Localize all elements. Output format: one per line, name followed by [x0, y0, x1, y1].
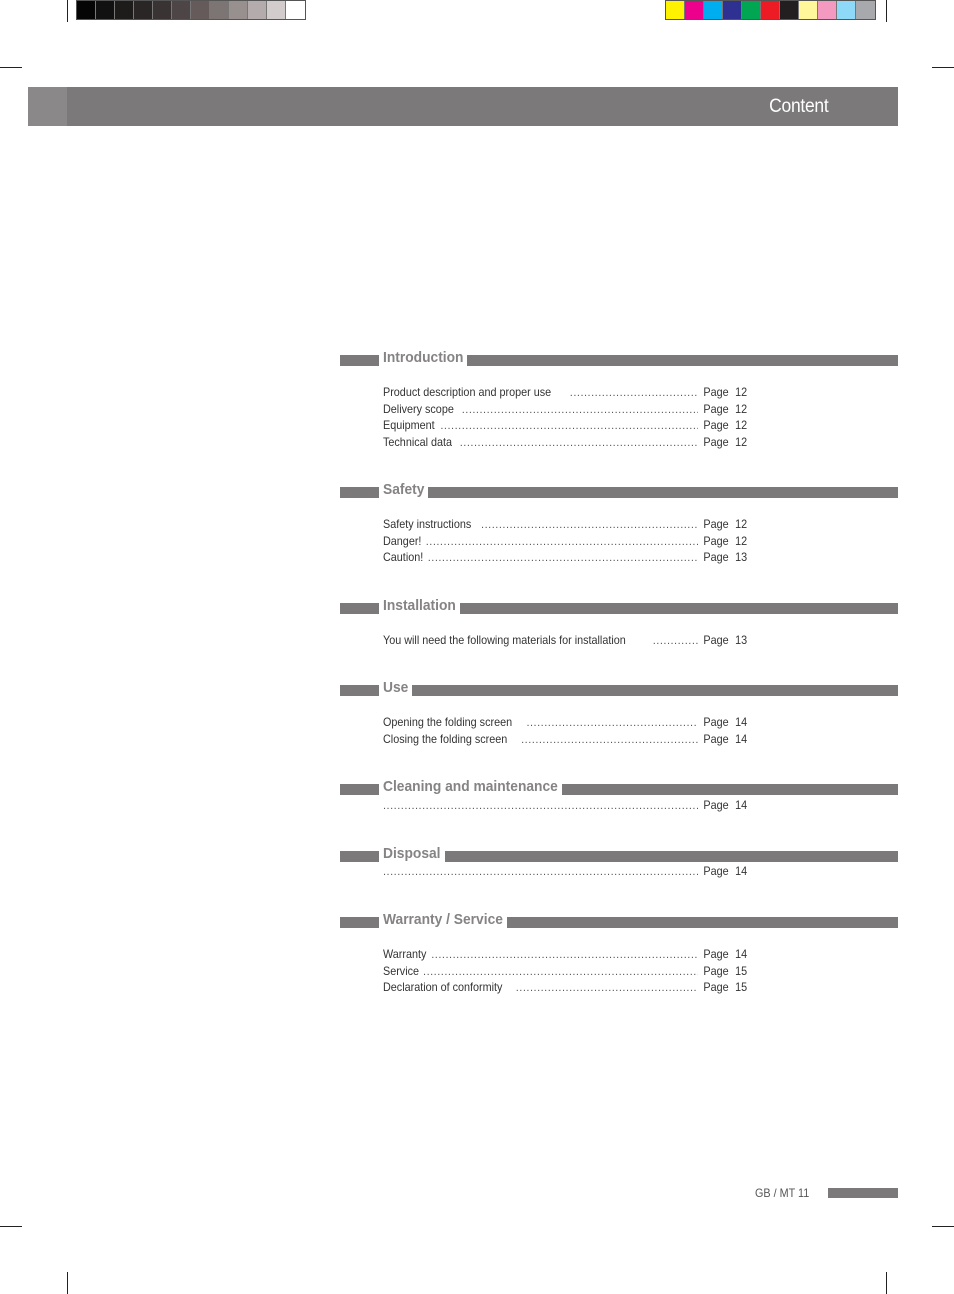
toc-entry[interactable] [383, 385, 748, 401]
dot-leader [570, 387, 698, 399]
toc-entry-label: Declaration of conformity [383, 980, 503, 995]
toc-page-number: 14 [735, 731, 748, 746]
section-title: Disposal [383, 845, 441, 862]
color-swatch [780, 1, 799, 19]
crop-mark [886, 0, 887, 22]
toc-page-number: 13 [735, 550, 748, 565]
toc-page-number: 12 [735, 418, 748, 433]
section-bar-left [340, 487, 379, 498]
gray-calibration-strip [76, 0, 306, 20]
gray-swatch [267, 1, 286, 19]
dot-leader [526, 717, 698, 729]
toc-page-number: 15 [735, 963, 748, 978]
gray-swatch [172, 1, 191, 19]
toc-entry-label: Caution! [383, 550, 424, 565]
crop-mark [0, 1226, 22, 1227]
dot-leader [516, 982, 698, 994]
section-bar-left [340, 784, 379, 795]
toc-entry[interactable] [383, 550, 748, 566]
toc-page-number: 14 [735, 947, 748, 961]
toc-entry[interactable] [383, 517, 748, 533]
section-bar-right [428, 487, 898, 498]
color-swatch [799, 1, 818, 19]
section-title: Installation [383, 597, 456, 614]
dot-leader [431, 949, 698, 961]
toc-entry-label: Delivery scope [383, 401, 454, 416]
crop-mark [932, 67, 954, 68]
section-bar-left [340, 603, 379, 614]
dot-leader [462, 404, 698, 416]
toc-entry[interactable] [383, 947, 748, 963]
toc-page-word: Page [703, 550, 729, 565]
toc-entry-label: Closing the folding screen [383, 731, 508, 746]
section-bar-right [562, 784, 898, 795]
toc-entry[interactable] [383, 980, 748, 996]
toc-page-number: 15 [735, 980, 748, 995]
dot-leader [426, 536, 698, 548]
section-title: Safety [383, 481, 425, 498]
crop-mark [886, 1272, 887, 1294]
toc-page-number: 14 [735, 715, 748, 729]
toc-page-number: 13 [735, 633, 748, 647]
toc-entry-label: Technical data [383, 434, 453, 449]
toc-page-word: Page [703, 533, 729, 548]
toc-page-number: 12 [735, 517, 748, 531]
section-header [340, 681, 898, 699]
section-bar-left [340, 685, 379, 696]
section-header [340, 351, 898, 369]
toc-entry-label: Danger! [383, 533, 422, 548]
dot-leader [460, 437, 698, 449]
toc-entry[interactable] [383, 798, 748, 814]
color-swatch [742, 1, 761, 19]
toc-entry[interactable] [383, 964, 748, 980]
gray-swatch [248, 1, 267, 19]
gray-swatch [115, 1, 134, 19]
crop-mark [67, 0, 68, 22]
toc-page-number: 12 [735, 533, 748, 548]
page-title: Content [768, 96, 828, 117]
crop-mark [932, 1226, 954, 1227]
section-bar-right [445, 851, 898, 862]
section-bar-right [460, 603, 898, 614]
toc-page-number: 14 [735, 864, 748, 878]
header-tab [28, 87, 67, 126]
toc-page-word: Page [703, 633, 729, 647]
section-title: Cleaning and maintenance [383, 778, 558, 795]
section-bar-right [507, 917, 898, 928]
toc-page-word: Page [703, 864, 729, 878]
crop-mark [67, 1272, 68, 1294]
crop-mark [0, 67, 22, 68]
toc-page-word: Page [703, 418, 729, 433]
toc-entry[interactable] [383, 732, 748, 748]
toc-entry[interactable] [383, 418, 748, 434]
dot-leader [521, 734, 698, 746]
gray-swatch [286, 1, 305, 19]
section-bar-right [412, 685, 898, 696]
color-swatch [856, 1, 875, 19]
toc-page-number: 12 [735, 401, 748, 416]
toc-page-number: 12 [735, 434, 748, 449]
toc-page-word: Page [703, 401, 729, 416]
footer-bar [828, 1188, 898, 1198]
toc-page-number: 14 [735, 798, 748, 812]
toc-page-word: Page [703, 731, 729, 746]
toc-page-word: Page [703, 980, 729, 995]
color-swatch [666, 1, 685, 19]
color-swatch [761, 1, 780, 19]
toc-page-word: Page [703, 963, 729, 978]
dot-leader [423, 966, 698, 978]
gray-swatch [229, 1, 248, 19]
toc-entry-label: You will need the following materials for installation [383, 633, 626, 647]
toc-entry-label: Safety instructions [383, 517, 472, 531]
section-title: Warranty / Service [383, 911, 503, 928]
section-title: Introduction [383, 349, 464, 366]
section-bar-left [340, 917, 379, 928]
dot-leader [383, 866, 698, 878]
section-header [340, 780, 898, 798]
dot-leader [428, 552, 698, 564]
gray-swatch [77, 1, 96, 19]
dot-leader [383, 800, 698, 812]
color-swatch [837, 1, 856, 19]
section-header [340, 483, 898, 501]
gray-swatch [96, 1, 115, 19]
toc-entry[interactable] [383, 715, 748, 731]
toc-page-word: Page [703, 715, 729, 729]
section-bar-left [340, 355, 379, 366]
gray-swatch [134, 1, 153, 19]
page-footer-number: GB / MT 11 [755, 1186, 810, 1200]
gray-swatch [191, 1, 210, 19]
color-swatch [818, 1, 837, 19]
toc-entry[interactable] [383, 402, 748, 418]
section-header [340, 913, 898, 931]
dot-leader [440, 420, 698, 432]
color-swatch [704, 1, 723, 19]
toc-entry-label: Warranty [383, 947, 427, 961]
toc-entry[interactable] [383, 435, 748, 451]
color-swatch [723, 1, 742, 19]
gray-swatch [153, 1, 172, 19]
section-bar-left [340, 851, 379, 862]
section-title: Use [383, 679, 409, 696]
dot-leader [653, 635, 698, 647]
section-header [340, 599, 898, 617]
dot-leader [481, 519, 698, 531]
toc-entry[interactable] [383, 864, 748, 880]
color-swatch [685, 1, 704, 19]
toc-entry-label: Product description and proper use [383, 385, 552, 399]
gray-swatch [210, 1, 229, 19]
toc-entry[interactable] [383, 534, 748, 550]
toc-page-word: Page [703, 947, 729, 961]
section-bar-right [467, 355, 898, 366]
color-calibration-strip [665, 0, 876, 20]
toc-page-word: Page [703, 385, 729, 399]
toc-entry-label: Equipment [383, 418, 435, 433]
toc-page-word: Page [703, 517, 729, 531]
toc-page-word: Page [703, 434, 729, 449]
section-header [340, 847, 898, 865]
toc-entry-label: Opening the folding screen [383, 715, 513, 729]
toc-page-word: Page [703, 798, 729, 812]
toc-entry[interactable] [383, 633, 748, 649]
toc-page-number: 12 [735, 385, 748, 399]
toc-entry-label: Service [383, 963, 420, 978]
